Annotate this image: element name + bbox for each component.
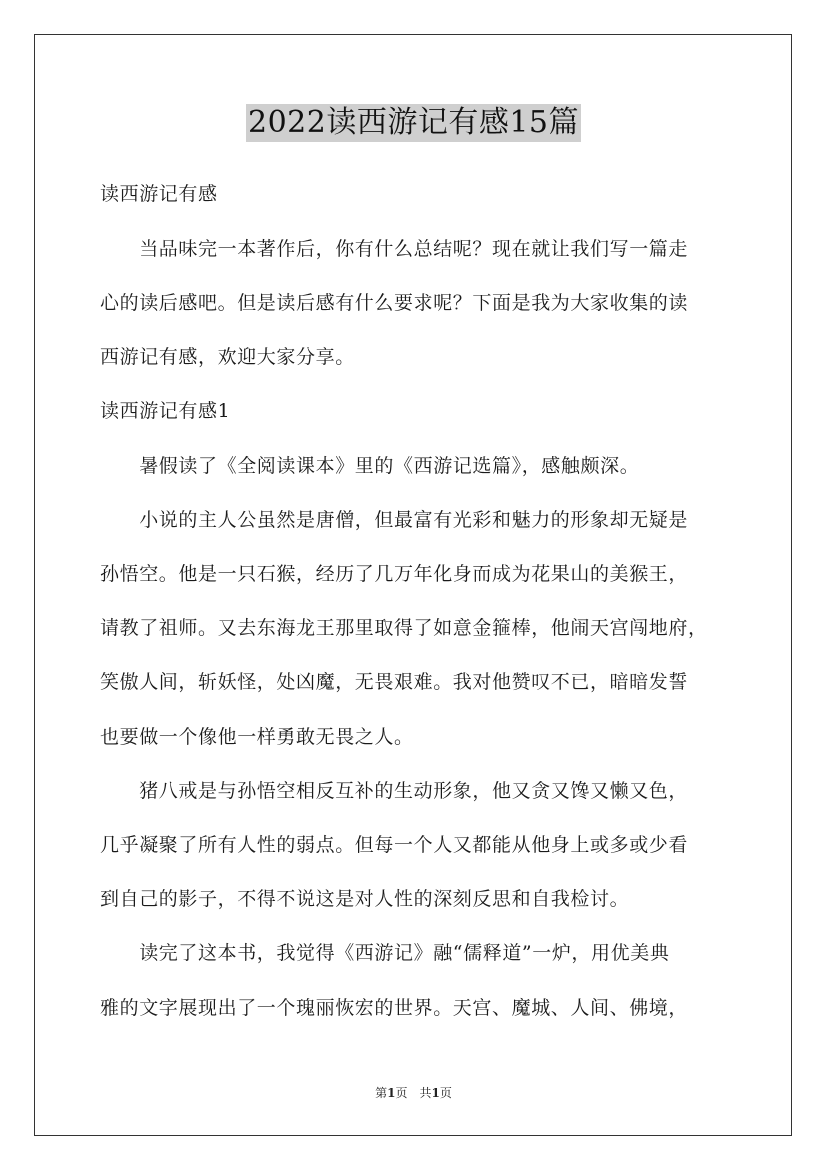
paragraph-line: 孙悟空。他是一只石猴，经历了几万年化身而成为花果山的美猴王，: [100, 563, 689, 585]
paragraph-line: 西游记有感，欢迎大家分享。: [100, 346, 355, 368]
paragraph-line: 当品味完一本著作后，你有什么总结呢？现在就让我们写一篇走: [100, 238, 689, 260]
footer-text-mid: 页 共: [395, 1086, 432, 1100]
paragraph-line: 读完了这本书，我觉得《西游记》融“儒释道”一炉，用优美典: [100, 942, 670, 964]
paragraph-line: 雅的文字展现出了一个瑰丽恢宏的世界。天宫、魔城、人间、佛境，: [100, 997, 689, 1019]
footer-text-pre: 第: [375, 1086, 388, 1100]
paragraph-line: 也要做一个像他一样勇敢无畏之人。: [100, 726, 414, 748]
document-title: 2022读西游记有感15篇: [247, 105, 580, 140]
paragraph-line: 暑假读了《全阅读课本》里的《西游记选篇》，感触颇深。: [100, 455, 640, 477]
paragraph-line: 几乎凝聚了所有人性的弱点。但每一个人又都能从他身上或多或少看: [100, 834, 689, 856]
paragraph-line: 笑傲人间，斩妖怪，处凶魔，无畏艰难。我对他赞叹不已，暗暗发誓: [100, 671, 689, 693]
section-heading: 读西游记有感1: [100, 400, 231, 422]
paragraph-line: 猪八戒是与孙悟空相反互补的生动形象，他又贪又馋又懒又色，: [100, 780, 689, 802]
total-pages-number: 1: [431, 1086, 440, 1100]
paragraph-line: 到自己的影子，不得不说这是对人性的深刻反思和自我检讨。: [100, 888, 630, 910]
page-footer: [0, 1084, 827, 1101]
section-heading: 读西游记有感: [100, 183, 218, 205]
paragraph-line: 请教了祖师。又去东海龙王那里取得了如意金箍棒，他闹天宫闯地府，: [100, 617, 708, 639]
title-container: [0, 104, 827, 142]
footer-text-post: 页: [439, 1086, 452, 1100]
current-page-number: 1: [387, 1086, 396, 1100]
paragraph-line: 心的读后感吧。但是读后感有什么要求呢？下面是我为大家收集的读: [100, 292, 689, 314]
paragraph-line: 小说的主人公虽然是唐僧，但最富有光彩和魅力的形象却无疑是: [100, 509, 689, 531]
